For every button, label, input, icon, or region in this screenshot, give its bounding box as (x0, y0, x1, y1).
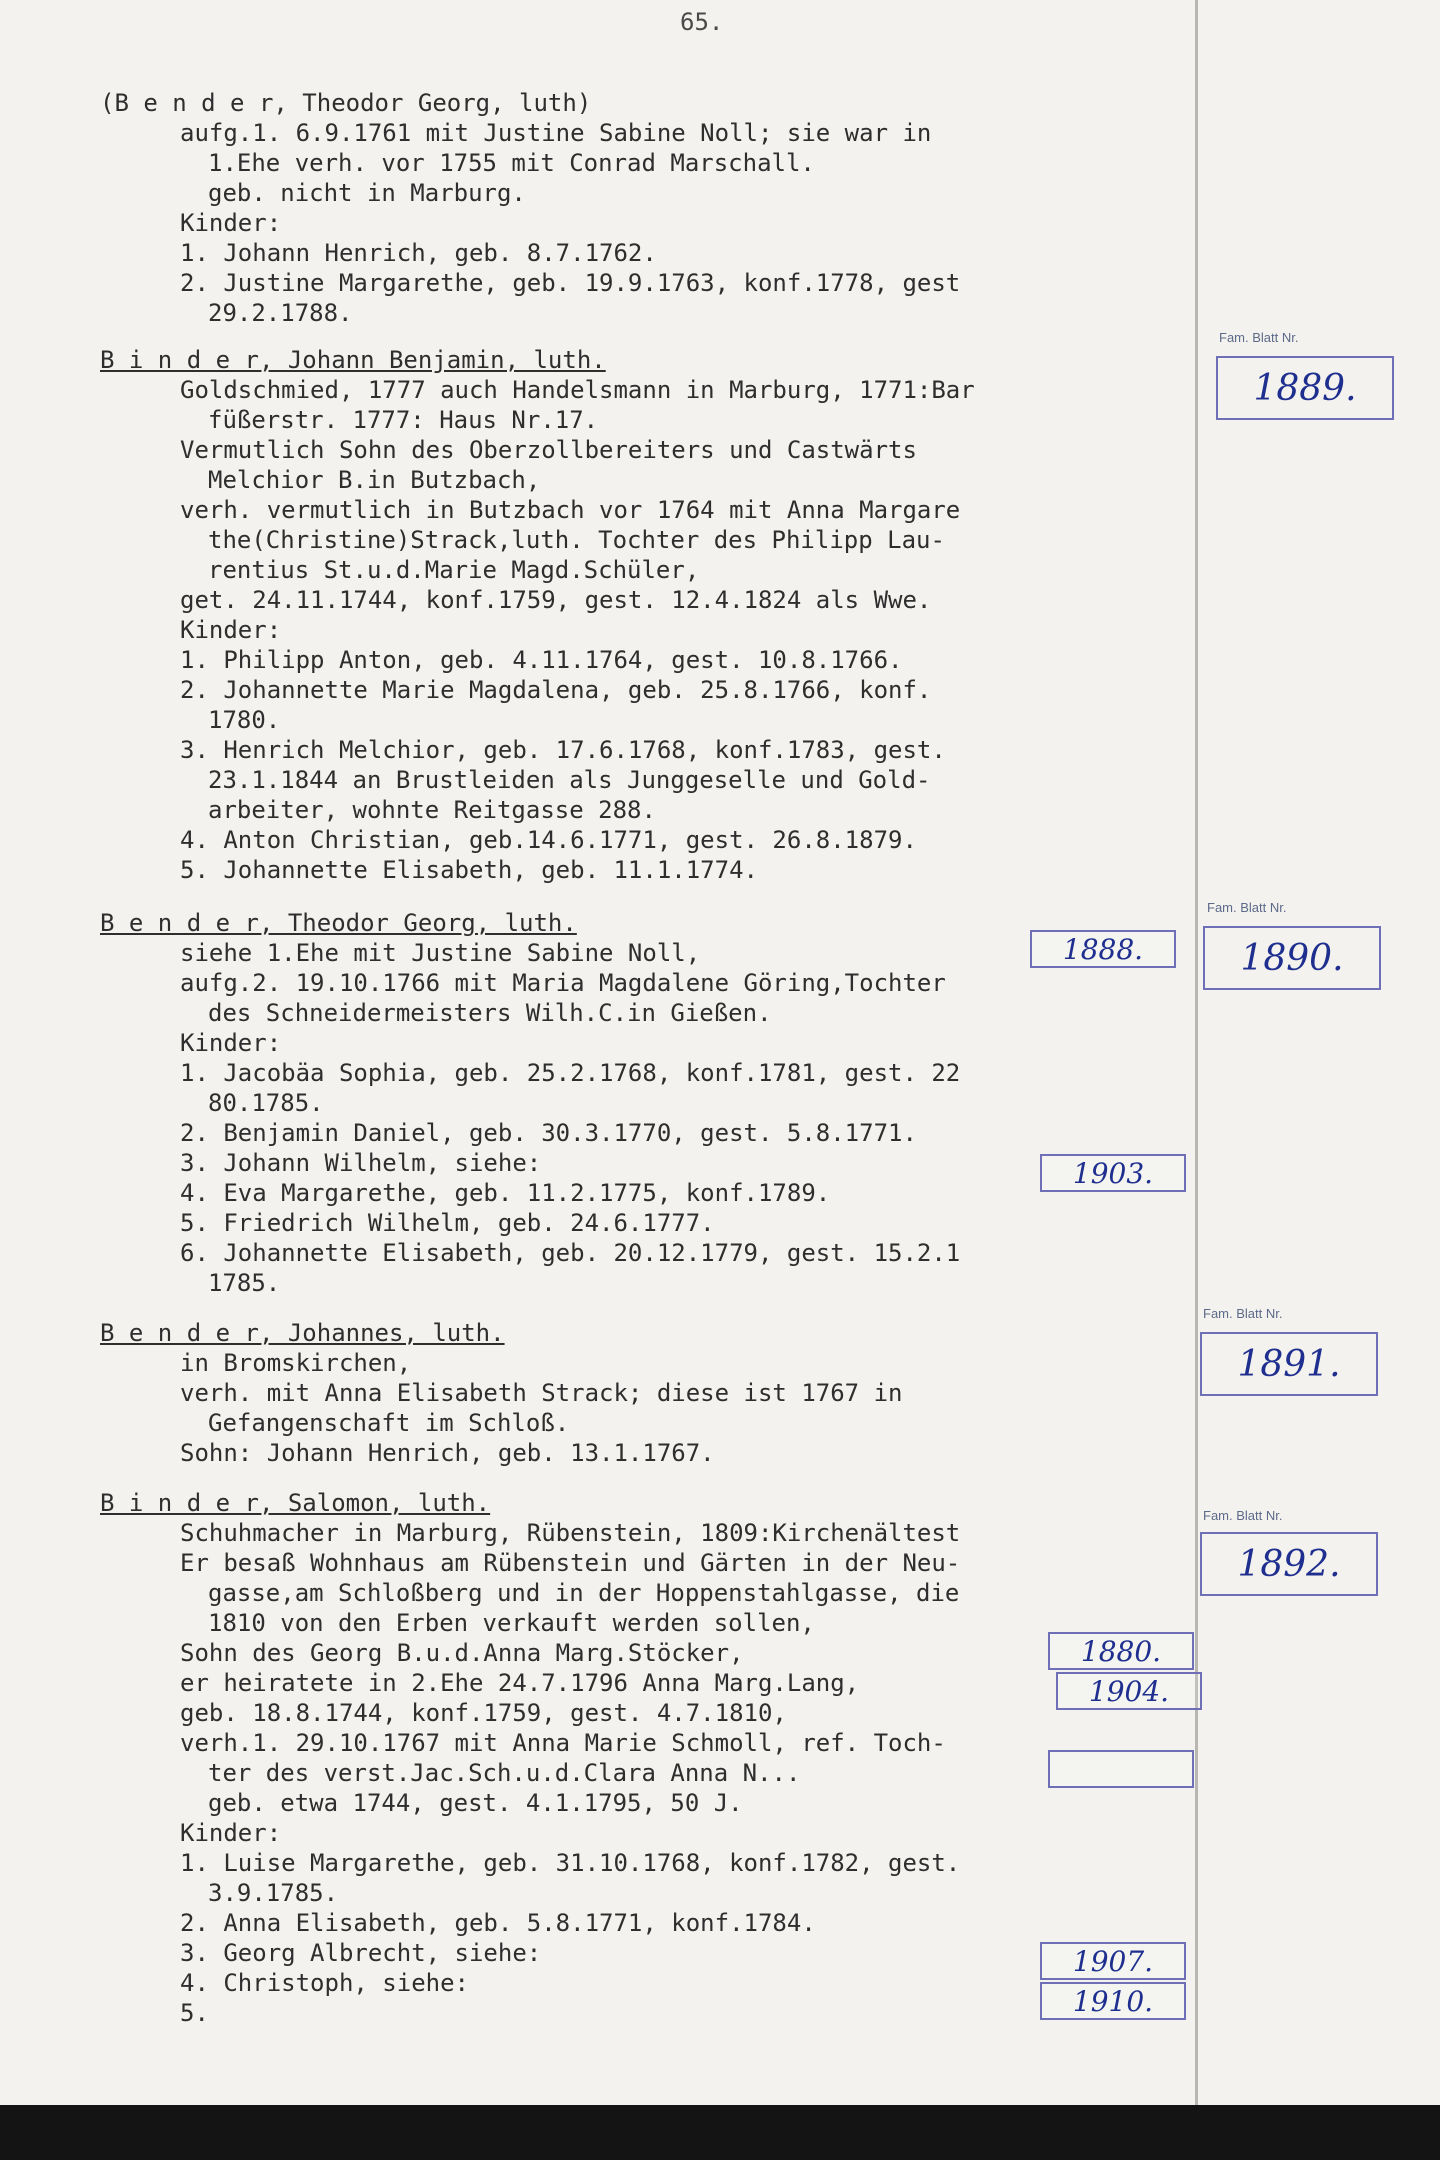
entry-line: 1780. (208, 706, 281, 734)
entry-heading: B i n d e r, Johann Benjamin, luth. (100, 346, 606, 374)
entry-line: in Bromskirchen, (180, 1349, 412, 1377)
entry-line: 4. Christoph, siehe: (180, 1969, 469, 1997)
fam-blatt-label: Fam. Blatt Nr. (1203, 1306, 1283, 1321)
ref-box: 1907. (1040, 1942, 1186, 1980)
entry-binder-johann-benjamin (100, 345, 1200, 885)
entry-bender-theodor-1 (100, 88, 1200, 328)
entry-line: 4. Anton Christian, geb.14.6.1771, gest. 26.8.1879. (180, 826, 917, 854)
entry-line: 29.2.1788. (208, 299, 353, 327)
fam-blatt-number: 1892. (1200, 1532, 1378, 1596)
entry-line: 23.1.1844 an Brustleiden als Junggeselle und Gold- (208, 766, 931, 794)
entry-line: verh. vermutlich in Butzbach vor 1764 mit Anna Margare (180, 496, 961, 524)
entry-line: 4. Eva Margarethe, geb. 11.2.1775, konf.1789. (180, 1179, 831, 1207)
entry-line: 2. Benjamin Daniel, geb. 30.3.1770, gest. 5.8.1771. (180, 1119, 917, 1147)
entry-line: Melchior B.in Butzbach, (208, 466, 541, 494)
ref-box: 1880. (1048, 1632, 1194, 1670)
entry-heading: B e n d e r, Johannes, luth. (100, 1319, 505, 1347)
entry-line: 1. Philipp Anton, geb. 4.11.1764, gest. 10.8.1766. (180, 646, 903, 674)
entry-line: 2. Anna Elisabeth, geb. 5.8.1771, konf.1784. (180, 1909, 816, 1937)
entry-line: Kinder: (180, 616, 282, 644)
entry-line: 1. Jacobäa Sophia, geb. 25.2.1768, konf.1781, gest. 22 (180, 1059, 961, 1087)
entry-line: 5. Friedrich Wilhelm, geb. 24.6.1777. (180, 1209, 715, 1237)
entry-line: Sohn des Georg B.u.d.Anna Marg.Stöcker, (180, 1639, 744, 1667)
entry-line: 3. Henrich Melchior, geb. 17.6.1768, konf.1783, gest. (180, 736, 946, 764)
entry-line: Kinder: (180, 1819, 282, 1847)
entry-line: geb. 18.8.1744, konf.1759, gest. 4.7.1810, (180, 1699, 787, 1727)
entry-line: 3.9.1785. (208, 1879, 339, 1907)
entry-bender-johannes (100, 1318, 1200, 1468)
entry-heading: B e n d e r, Theodor Georg, luth. (100, 909, 577, 937)
entry-line: 1. Johann Henrich, geb. 8.7.1762. (180, 239, 657, 267)
entry-line: des Schneidermeisters Wilh.C.in Gießen. (208, 999, 772, 1027)
entry-line: 1785. (208, 1269, 281, 1297)
entry-line: Schuhmacher in Marburg, Rübenstein, 1809:Kirchenältest (180, 1519, 961, 1547)
fam-blatt-number: 1889. (1216, 356, 1394, 420)
ref-box: 1903. (1040, 1154, 1186, 1192)
entry-line: er heiratete in 2.Ehe 24.7.1796 Anna Marg.Lang, (180, 1669, 860, 1697)
entry-line: Er besaß Wohnhaus am Rübenstein und Gärten in der Neu- (180, 1549, 961, 1577)
entry-line: 5. Johannette Elisabeth, geb. 11.1.1774. (180, 856, 758, 884)
entry-line: 1810 von den Erben verkauft werden sollen, (208, 1609, 815, 1637)
ref-box-empty (1048, 1750, 1194, 1788)
ref-box: 1888. (1030, 930, 1176, 968)
entry-line: geb. nicht in Marburg. (208, 179, 526, 207)
entry-line: 1. Luise Margarethe, geb. 31.10.1768, konf.1782, gest. (180, 1849, 961, 1877)
entry-line: 1.Ehe verh. vor 1755 mit Conrad Marschall. (208, 149, 815, 177)
entry-line: Goldschmied, 1777 auch Handelsmann in Marburg, 1771:Bar (180, 376, 975, 404)
entry-line: verh.1. 29.10.1767 mit Anna Marie Schmoll, ref. Toch- (180, 1729, 946, 1757)
page-number: 65. (680, 8, 724, 36)
scan-bottom-edge (0, 2105, 1440, 2160)
entry-line: 5. (180, 1999, 209, 2027)
entry-line: Gefangenschaft im Schloß. (208, 1409, 570, 1437)
entry-line: 3. Johann Wilhelm, siehe: (180, 1149, 542, 1177)
entry-line: verh. mit Anna Elisabeth Strack; diese ist 1767 in (180, 1379, 903, 1407)
entry-line: aufg.2. 19.10.1766 mit Maria Magdalene Göring,Tochter (180, 969, 946, 997)
entry-line: Kinder: (180, 209, 282, 237)
entry-line: Vermutlich Sohn des Oberzollbereiters und Castwärts (180, 436, 917, 464)
entry-line: aufg.1. 6.9.1761 mit Justine Sabine Noll; sie war in (180, 119, 932, 147)
entry-line: Sohn: Johann Henrich, geb. 13.1.1767. (180, 1439, 715, 1467)
entry-line: the(Christine)Strack,luth. Tochter des Philipp Lau- (208, 526, 945, 554)
entry-line: 2. Johannette Marie Magdalena, geb. 25.8.1766, konf. (180, 676, 932, 704)
entry-line: 6. Johannette Elisabeth, geb. 20.12.1779, gest. 15.2.1 (180, 1239, 961, 1267)
fam-blatt-label: Fam. Blatt Nr. (1219, 330, 1299, 345)
entry-line: füßerstr. 1777: Haus Nr.17. (208, 406, 599, 434)
entry-heading: (B e n d e r, Theodor Georg, luth) (100, 89, 592, 117)
fam-blatt-number: 1890. (1203, 926, 1381, 990)
entry-line: gasse,am Schloßberg und in der Hoppenstahlgasse, die (208, 1579, 960, 1607)
entry-heading: B i n d e r, Salomon, luth. (100, 1489, 491, 1517)
fam-blatt-number: 1891. (1200, 1332, 1378, 1396)
entry-line: arbeiter, wohnte Reitgasse 288. (208, 796, 656, 824)
ref-box: 1904. (1056, 1672, 1202, 1710)
entry-line: 3. Georg Albrecht, siehe: (180, 1939, 542, 1967)
fam-blatt-label: Fam. Blatt Nr. (1203, 1508, 1283, 1523)
entry-line: siehe 1.Ehe mit Justine Sabine Noll, (180, 939, 701, 967)
entry-line: ter des verst.Jac.Sch.u.d.Clara Anna N... (208, 1759, 801, 1787)
entry-line: geb. etwa 1744, gest. 4.1.1795, 50 J. (208, 1789, 743, 1817)
entry-line: 80.1785. (208, 1089, 324, 1117)
fam-blatt-label: Fam. Blatt Nr. (1207, 900, 1287, 915)
entry-line: get. 24.11.1744, konf.1759, gest. 12.4.1824 als Wwe. (180, 586, 932, 614)
ref-box: 1910. (1040, 1982, 1186, 2020)
entry-line: Kinder: (180, 1029, 282, 1057)
entry-line: rentius St.u.d.Marie Magd.Schüler, (208, 556, 700, 584)
entry-line: 2. Justine Margarethe, geb. 19.9.1763, konf.1778, gest (180, 269, 961, 297)
entry-binder-salomon (100, 1488, 1200, 2028)
